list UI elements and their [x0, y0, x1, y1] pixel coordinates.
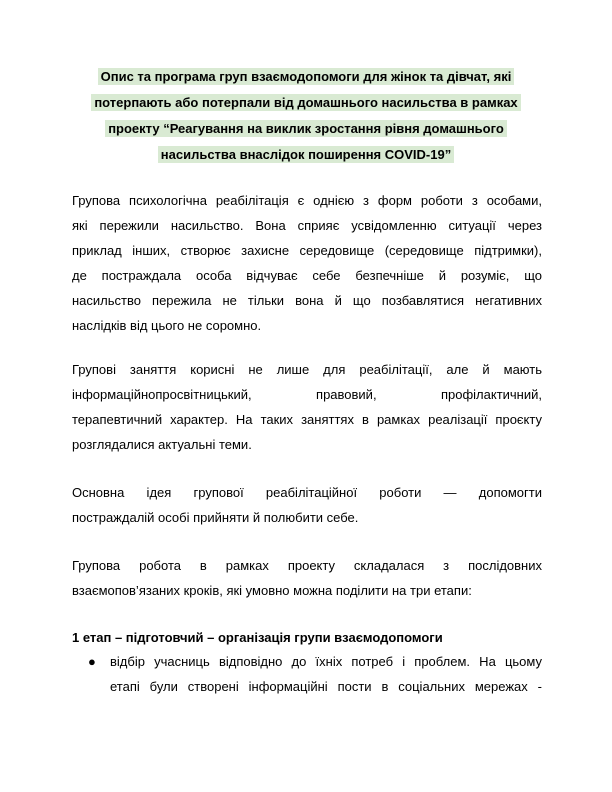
title-line: Опис та програма груп взаємодопомоги для жінок та дівчат, які [98, 68, 515, 85]
paragraph-line: взаємопов’язаних кроків, які умовно можна поділити на три етапи: [72, 583, 472, 598]
list-item-line: відбір учасниць відповідно до їхніх потреб і проблем. На цьому [110, 654, 542, 669]
list-item-line: етапі були створені інформаційні пости в соціальних мережах - [110, 679, 542, 694]
document-title [60, 64, 552, 168]
paragraph-group-rehabilitation [72, 188, 542, 338]
paragraph-line: терапевтичний характер. На таких заняттях в рамках реалізації проєкту [72, 412, 542, 427]
title-line: проекту “Реагування на виклик зростання рівня домашнього [105, 120, 507, 137]
paragraph-line: Основна ідея групової реабілітаційної роботи — допомогти [72, 485, 542, 500]
list-item-text [110, 649, 542, 699]
paragraph-line: наслідків від цього не соромно. [72, 318, 262, 333]
paragraph-line: Групова робота в рамках проекту складалася з послідовних [72, 558, 542, 573]
paragraph-line: де постраждала особа відчуває себе безпечніше й розуміє, що [72, 268, 542, 283]
paragraph-line: постраждалій особі прийняти й полюбити себе. [72, 510, 359, 525]
paragraph-line: Групова психологічна реабілітація є однією з форм роботи з особами, [72, 193, 542, 208]
paragraph-line: які пережили насильство. Вона сприяє усвідомленню ситуації через [72, 218, 542, 233]
bullet-list [72, 649, 542, 699]
list-item [72, 649, 542, 699]
paragraph-project-steps [72, 553, 542, 603]
paragraph-line: розглядалися актуальні теми. [72, 437, 252, 452]
paragraph-main-idea [72, 480, 542, 530]
bullet-marker: ● [88, 654, 96, 669]
paragraph-group-sessions [72, 357, 542, 457]
paragraph-line: приклад інших, створює захисне середовище (середовище підтримки), [72, 243, 542, 258]
paragraph-line: Групові заняття корисні не лише для реабілітації, але й мають [72, 362, 542, 377]
title-line: потерпають або потерпали від домашнього насильства в рамках [91, 94, 520, 111]
stage-heading: 1 етап – підготовчий – організація групи взаємодопомоги [72, 630, 443, 645]
paragraph-line: насильство пережила не тільки вона й що позбавлятися негативних [72, 293, 542, 308]
title-line: насильства внаслідок поширення COVID-19” [158, 146, 454, 163]
paragraph-line: інформаційнопросвітницький, правовий, профілактичний, [72, 387, 542, 402]
